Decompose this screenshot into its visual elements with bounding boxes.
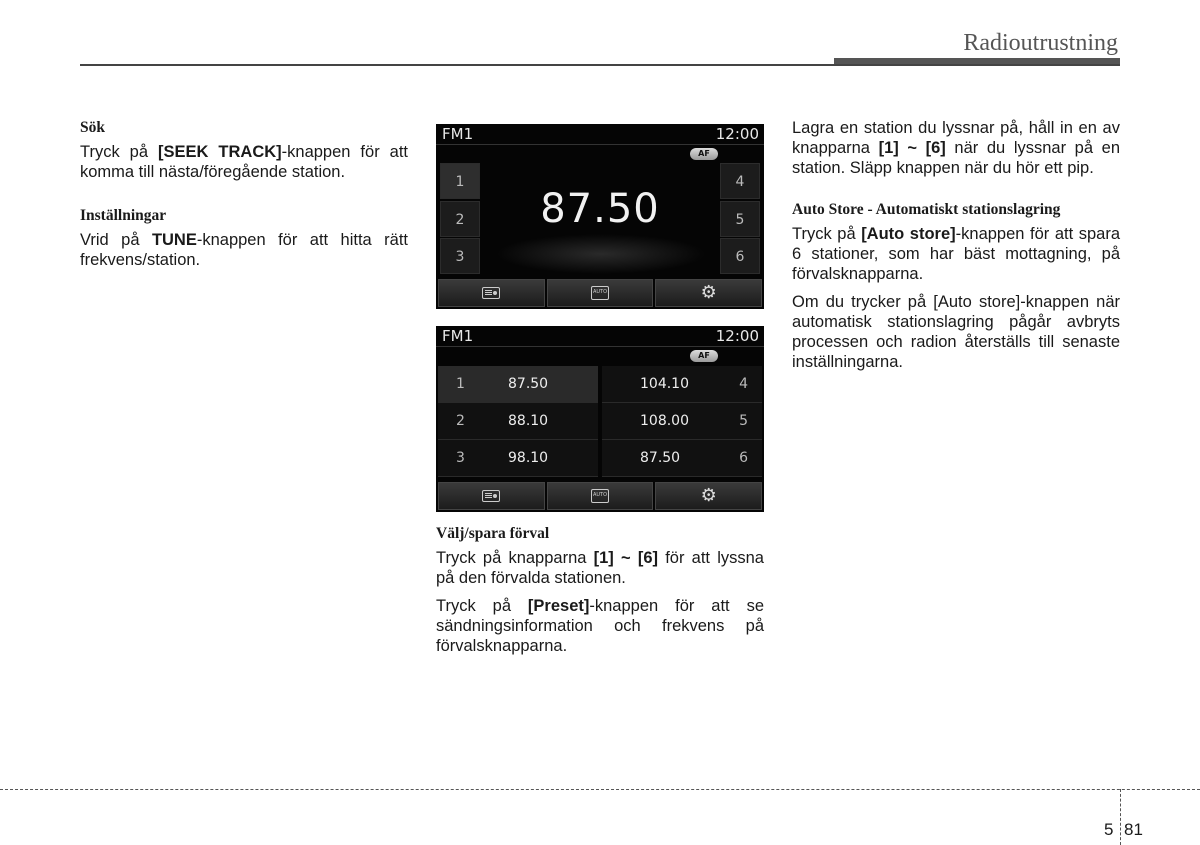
heading-installningar: Inställningar <box>80 207 167 224</box>
auto-store-icon: AUTO <box>591 489 609 503</box>
preset-row-1[interactable] <box>438 366 598 403</box>
gear-icon: ⚙ <box>700 485 717 506</box>
page-number: 81 <box>1124 820 1143 839</box>
preset-button-5[interactable]: 5 <box>720 201 760 237</box>
preset-number: 4 <box>739 376 748 392</box>
column-middle <box>436 524 764 664</box>
preset-frequency: 88.10 <box>508 413 549 429</box>
bottom-toolbar <box>438 279 762 307</box>
header-rule <box>80 64 1120 66</box>
paragraph-auto-store-cancel: Om du trycker på [Auto store]-knappen när automatisk stationslagring pågår avbryts processen och radion återställs till senaste inställningarna. <box>792 293 1120 371</box>
auto-store-button[interactable] <box>547 482 654 510</box>
band-label: FM1 <box>442 327 474 345</box>
preset-frequency: 108.00 <box>640 413 689 429</box>
af-button[interactable]: AF <box>690 350 718 362</box>
paragraph-store-station <box>792 118 1120 178</box>
preset-row-4[interactable] <box>602 366 762 403</box>
frequency-display: 87.50 <box>540 186 660 232</box>
bold-key-1: [1] <box>878 139 899 157</box>
preset-number: 3 <box>456 450 465 466</box>
footer-rule <box>0 789 1200 790</box>
paragraph-preset-button <box>436 596 764 656</box>
preset-row-3[interactable] <box>438 440 598 477</box>
paragraph-select-preset <box>436 548 764 588</box>
preset-number: 2 <box>456 413 465 429</box>
bold-tune: TUNE <box>151 231 197 249</box>
preset-button-2[interactable]: 2 <box>440 201 480 237</box>
af-button[interactable]: AF <box>690 148 718 160</box>
auto-store-button[interactable] <box>547 279 654 307</box>
heading-auto-store: Auto Store - Automatiskt stationslagring <box>792 201 1061 218</box>
preset-list-button[interactable] <box>438 279 545 307</box>
preset-list-left <box>438 366 598 478</box>
bold-seek-track: [SEEK TRACK] <box>158 143 282 161</box>
preset-row-2[interactable] <box>438 403 598 440</box>
heading-valj-spara: Välj/spara förval <box>436 525 550 542</box>
text: Tryck på <box>80 143 159 161</box>
heading-sok: Sök <box>80 119 105 136</box>
preset-row-6[interactable] <box>602 440 762 477</box>
settings-button[interactable] <box>655 279 762 307</box>
band-label: FM1 <box>442 125 474 143</box>
preset-button-3[interactable]: 3 <box>440 238 480 274</box>
paragraph-seek <box>80 142 408 182</box>
text: -knappen för att hitta rätt frekvens/station. <box>80 231 408 269</box>
preset-button-4[interactable]: 4 <box>720 163 760 199</box>
preset-list-right <box>602 366 762 478</box>
text: Lagra en station du lyssnar på, håll in en av knapparna <box>792 119 1120 157</box>
chapter-number: 5 <box>1104 820 1114 839</box>
text: Tryck på <box>792 225 862 243</box>
text: -knappen för att se sändningsinformation och frekvens på förvalsknapparna. <box>436 597 764 655</box>
text: ~ <box>898 139 926 157</box>
clock: 12:00 <box>715 125 759 143</box>
bottom-toolbar <box>438 482 762 510</box>
bold-key-6: [6] <box>637 549 659 567</box>
preset-frequency: 104.10 <box>640 376 689 392</box>
preset-frequency: 87.50 <box>640 450 681 466</box>
text: Vrid på <box>80 231 152 249</box>
preset-row-5[interactable] <box>602 403 762 440</box>
text: Tryck på knapparna <box>436 549 594 567</box>
preset-number: 1 <box>456 376 465 392</box>
divider <box>436 144 764 145</box>
column-right <box>792 118 1120 380</box>
text: när du lyssnar på en station. Släpp knappen när du hör ett pip. <box>792 139 1120 177</box>
text: ~ <box>613 549 638 567</box>
preset-button-1[interactable]: 1 <box>440 163 480 199</box>
divider <box>436 346 764 347</box>
paragraph-tune <box>80 230 408 270</box>
bold-key-1: [1] <box>593 549 614 567</box>
bold-key-6: [6] <box>925 139 946 157</box>
text: -knappen för att komma till nästa/föregående station. <box>80 143 409 181</box>
bold-auto-store: [Auto store] <box>861 225 956 243</box>
preset-number: 6 <box>739 450 748 466</box>
text: för att lyssna på den förvalda stationen. <box>436 549 764 587</box>
bold-preset: [Preset] <box>527 597 590 615</box>
radio-list-icon <box>482 490 500 502</box>
settings-button[interactable] <box>655 482 762 510</box>
text: Tryck på <box>436 597 528 615</box>
frequency-glow <box>496 234 706 274</box>
preset-number: 5 <box>739 413 748 429</box>
clock: 12:00 <box>715 327 759 345</box>
auto-store-icon: AUTO <box>591 286 609 300</box>
column-left <box>80 118 408 278</box>
radio-list-icon <box>482 287 500 299</box>
radio-screen-frequency <box>436 124 764 309</box>
preset-button-6[interactable]: 6 <box>720 238 760 274</box>
text: -knappen för att spara 6 stationer, som har bäst mottagning, på förvalsknapparna. <box>792 225 1121 283</box>
paragraph-auto-store <box>792 224 1120 284</box>
section-title: Radioutrustning <box>963 30 1118 56</box>
preset-frequency: 98.10 <box>508 450 549 466</box>
gear-icon: ⚙ <box>700 282 717 303</box>
preset-list-button[interactable] <box>438 482 545 510</box>
footer-divider <box>1120 789 1121 845</box>
preset-frequency: 87.50 <box>508 376 549 392</box>
radio-screen-preset-list <box>436 326 764 512</box>
